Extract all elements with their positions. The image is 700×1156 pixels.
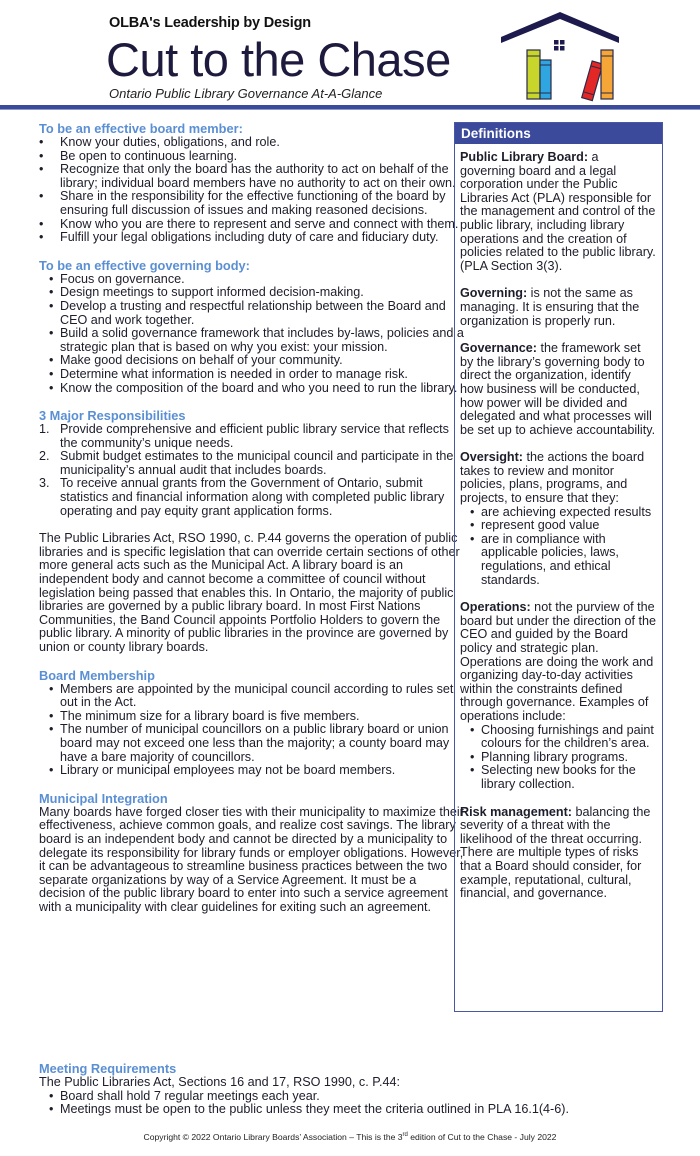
window-icon — [554, 40, 565, 51]
definition-term: Public Library Board: — [460, 150, 589, 164]
list-item: • Library or municipal employees may not be board members. — [39, 764, 464, 778]
list-item: • Know the composition of the board and who you need to run the library. — [39, 382, 464, 396]
meeting-intro: The Public Libraries Act, Sections 16 and 17, RSO 1990, c. P.44: — [39, 1075, 400, 1089]
page-header — [0, 0, 700, 110]
footer-sup: rd — [402, 1132, 408, 1139]
definition-entry — [460, 806, 657, 901]
definitions-list — [455, 144, 662, 901]
list-item — [39, 423, 464, 450]
definition-text: a governing board and a legal corporation under the Public Libraries Act (PLA) responsible for the management and control of the public library, including library operations and the creation of policies related to the public library. (PLA Section 3(3). — [460, 150, 656, 273]
header-divider — [0, 105, 700, 110]
definition-entry — [460, 287, 657, 328]
item-number: 3. — [39, 476, 50, 491]
header-kicker: OLBA's Leadership by Design — [109, 15, 311, 31]
section-municipal-integration — [39, 792, 464, 915]
list-item: • are achieving expected results — [460, 506, 657, 520]
definition-text: the actions the board takes to review and monitor policies, plans, programs, and projects, to ensure that they: — [460, 450, 645, 506]
section-meeting-requirements — [39, 1062, 679, 1117]
definitions-title: Definitions — [455, 123, 662, 144]
board-member-list — [39, 136, 464, 245]
book-red — [582, 61, 603, 101]
definition-entry — [460, 342, 657, 437]
section-title: Meeting Requirements — [39, 1061, 177, 1076]
footer-prefix: Copyright © 2022 Ontario Library Boards’ Association – This is the 3 — [143, 1132, 403, 1142]
item-number: 1. — [39, 422, 50, 437]
definition-term: Oversight: — [460, 450, 523, 465]
list-item: • represent good value — [460, 519, 657, 533]
section-title: To be an effective governing body: — [39, 257, 250, 273]
definition-text: the framework set by the library’s governing body to direct the organization, identify how business will be conducted, how power will be divided and delegated and what processes will be set up to achieve accountability. — [460, 341, 656, 437]
section-title: 3 Major Responsibilities — [39, 408, 186, 424]
list-item: • Fulfill your legal obligations including duty of care and fiduciary duty. — [39, 231, 464, 245]
list-item — [39, 450, 464, 477]
section-responsibilities — [39, 409, 464, 518]
book-orange — [601, 50, 613, 99]
list-item: • Meetings must be open to the public unless they meet the criteria outlined in PLA 16.1(4-6). — [39, 1103, 679, 1117]
item-number: 2. — [39, 449, 50, 464]
municipal-integration-text: Many boards have forged closer ties with their municipality to maximize their effectiveness, achieve common goals, and realize cost savings. The library board is an independent body and cannot be directed by a municipality to delegate its responsibility for library funds or employer obligations. However, it can be advantageous to streamline business practices between the two separate organizations by way of a Service Agreement. It must be a decision of the public library board to enter into such a service agreement with a municipality with clear guidelines for exiting such an agreement. — [39, 804, 464, 914]
list-item: • Members are appointed by the municipal council according to rules set out in the Act. — [39, 683, 464, 710]
definitions-box — [454, 122, 663, 1012]
definition-bullets — [460, 506, 657, 588]
meeting-requirements-list — [39, 1090, 679, 1117]
footer-suffix: edition of Cut to the Chase - July 2022 — [407, 1132, 557, 1142]
section-board-member — [39, 122, 464, 245]
definition-term: Governance: — [460, 341, 537, 356]
main-column — [39, 122, 464, 929]
definition-term: Operations: — [460, 600, 531, 615]
definition-text: balancing the severity of a threat with the likelihood of the threat occurring. There are multiple types of risks that a Board should consider, for example, reputational, cultural, financial, and governance. — [460, 804, 651, 901]
list-item — [39, 477, 464, 518]
definition-text: is not the same as managing. It is ensuring that the organization is properly run. — [460, 286, 640, 328]
list-item: • Share in the responsibility for the effective functioning of the board by ensuring full discussion of issues and making reasoned decisions. — [39, 190, 464, 217]
item-text: Provide comprehensive and efficient public library service that reflects the community’s unique needs. — [60, 422, 449, 450]
roof-shape — [501, 12, 619, 43]
list-item: • Planning library programs. — [460, 751, 657, 765]
list-item: • Develop a trusting and respectful relationship between the Board and CEO and work together. — [39, 300, 464, 327]
section-title: Municipal Integration — [39, 790, 168, 806]
book-green — [527, 50, 540, 99]
section-title: Board Membership — [39, 667, 155, 683]
item-text: Submit budget estimates to the municipal council and participate in the municipality’s annual audit that includes boards. — [60, 449, 454, 477]
book-blue — [540, 60, 551, 99]
list-item: • Determine what information is needed in order to manage risk. — [39, 368, 464, 382]
list-item: • Selecting new books for the library collection. — [460, 764, 657, 791]
list-item: • Board shall hold 7 regular meetings each year. — [39, 1090, 679, 1104]
list-item: • Know who you are there to represent and serve and connect with them. — [39, 218, 464, 232]
section-act — [39, 532, 464, 654]
section-governing-body — [39, 259, 464, 395]
list-item: • Be open to continuous learning. — [39, 150, 464, 164]
list-item: • Design meetings to support informed decision-making. — [39, 286, 464, 300]
definition-entry — [460, 451, 657, 587]
board-membership-list — [39, 683, 464, 778]
section-board-membership — [39, 669, 464, 778]
page-subtitle: Ontario Public Library Governance At-A-Glance — [109, 86, 383, 101]
item-text: To receive annual grants from the Government of Ontario, submit statistics and financial information along with completed public library operating and pay equity grant application forms. — [60, 476, 445, 518]
list-item: • The number of municipal councillors on a public library board or union board may not exceed one less than the majority; a county board may have a bare majority of councillors. — [39, 723, 464, 764]
definition-term: Governing: — [460, 286, 528, 301]
house-with-books-icon — [495, 10, 625, 102]
definition-term: Risk management: — [460, 804, 572, 819]
list-item: • Recognize that only the board has the authority to act on behalf of the library; individual board members have no authority to act on their own. — [39, 163, 464, 190]
copyright-footer — [0, 1132, 700, 1142]
list-item: • Choosing furnishings and paint colours for the children’s area. — [460, 724, 657, 751]
list-item: • Build a solid governance framework that includes by-laws, policies and a strategic plan that is based on why you exist: your mission. — [39, 327, 464, 354]
definition-bullets — [460, 724, 657, 792]
list-item: • are in compliance with applicable policies, laws, regulations, and ethical standards. — [460, 533, 657, 587]
list-item: • Know your duties, obligations, and role. — [39, 136, 464, 150]
governing-body-list — [39, 273, 464, 395]
responsibilities-list — [39, 423, 464, 518]
definition-entry — [460, 151, 657, 273]
list-item: • Focus on governance. — [39, 273, 464, 287]
list-item: • The minimum size for a library board is five members. — [39, 710, 464, 724]
section-title: To be an effective board member: — [39, 121, 243, 136]
page-title: Cut to the Chase — [106, 33, 451, 86]
list-item: • Make good decisions on behalf of your community. — [39, 354, 464, 368]
act-paragraph: The Public Libraries Act, RSO 1990, c. P.44 governs the operation of public libraries and is specific legislation that can override certain sections of other more general acts such as the Municipal Act. A library board is an independent body and cannot become a committee of council without legislation being passed that enables this. In Ontario, the majority of public libraries are governed by a public library board. In most First Nations Communities, the Band Council appoints Portfolio Holders to govern the public library. A minority of public libraries in the province are governed by union or county library boards. — [39, 531, 460, 654]
definition-entry — [460, 601, 657, 791]
definition-text: not the purview of the board but under the direction of the CEO and guided by the Board policy and strategic plan. Operations are doing the work and organizing day-to-day activities within the constraints defined through governance. Examples of operations include: — [460, 600, 657, 723]
